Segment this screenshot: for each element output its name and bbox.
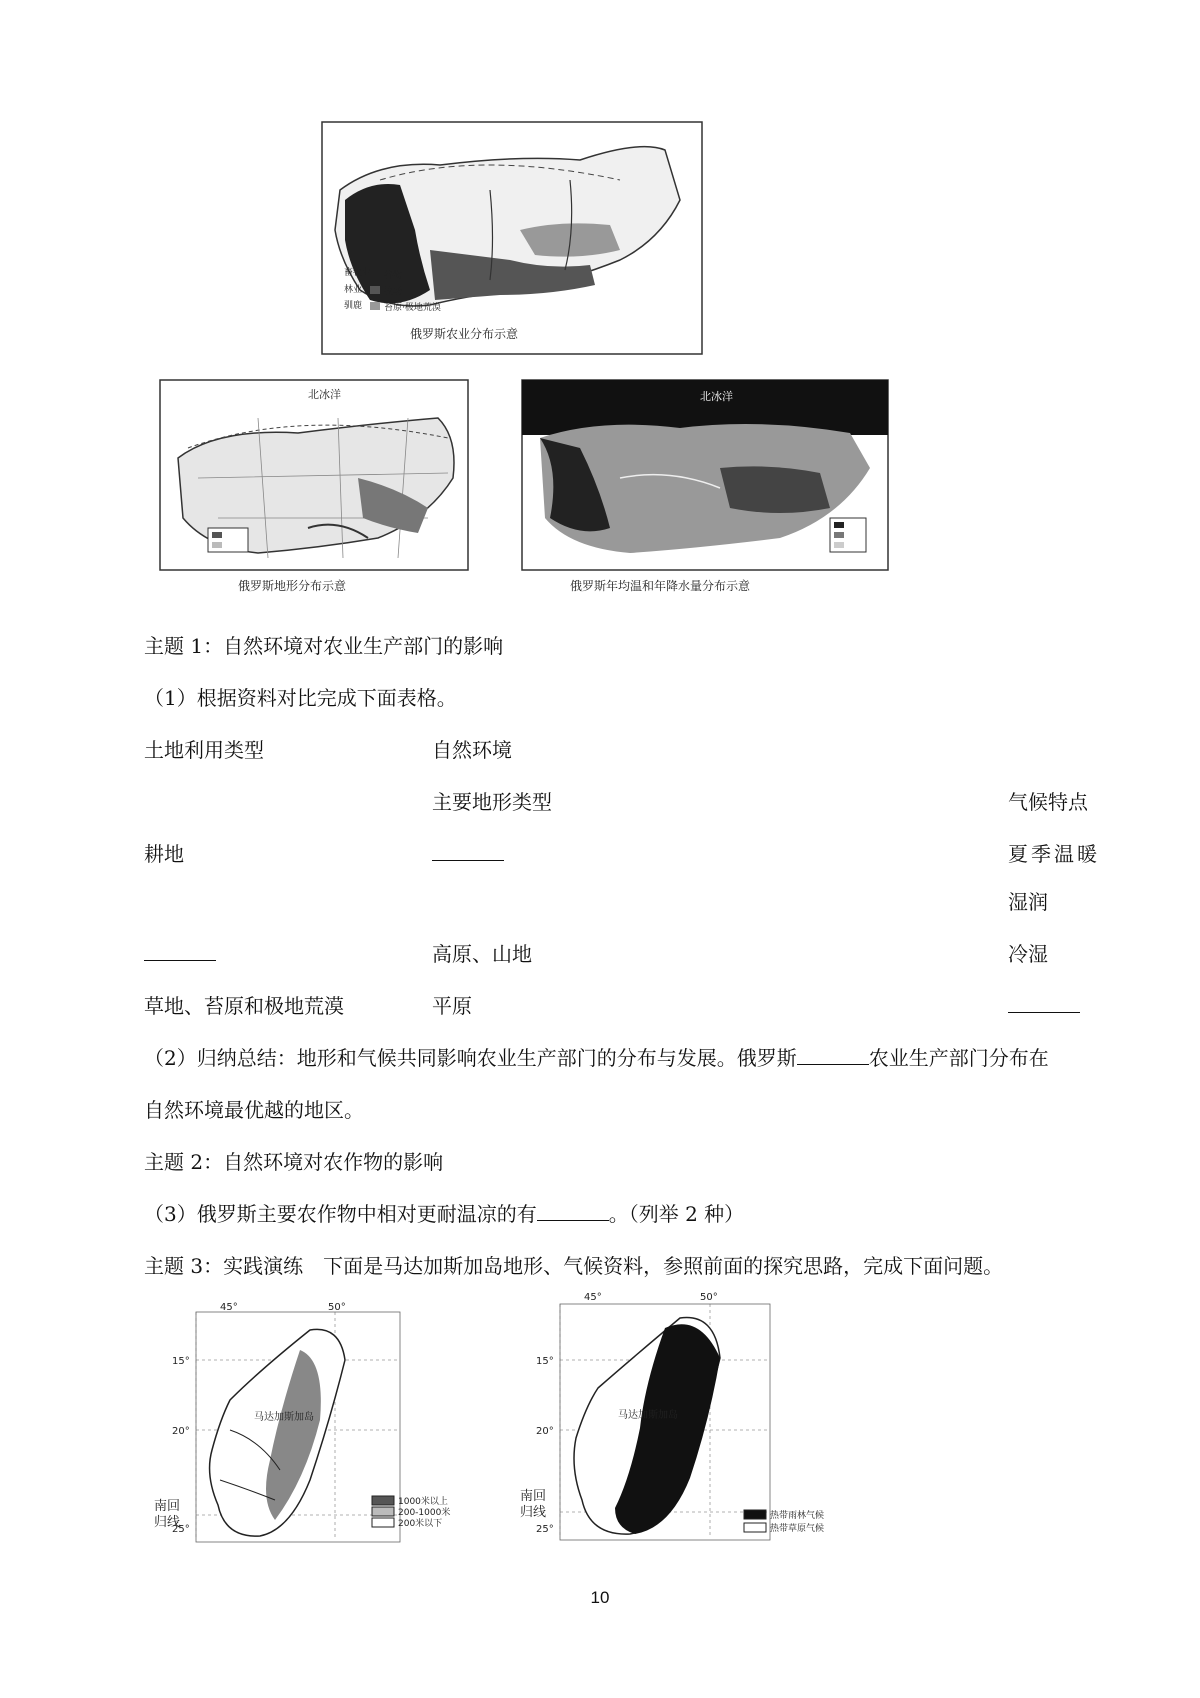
topic-3: 主题 3：实践演练 下面是马达加斯加岛地形、气候资料，参照前面的探究思路，完成下面问题。 — [144, 1254, 1004, 1278]
svg-text:热带草原气候: 热带草原气候 — [770, 1524, 825, 1534]
svg-text:热带雨林气候: 热带雨林气候 — [770, 1511, 825, 1521]
climate-map-label: 北冰洋 — [700, 390, 733, 403]
question-1: （1）根据资料对比完成下面表格。 — [144, 686, 457, 710]
svg-text:25°: 25° — [172, 1524, 190, 1535]
topic-1: 主题 1：自然环境对农业生产部门的影响 — [144, 634, 504, 658]
row1-land-use: 耕地 — [144, 842, 184, 866]
terrain-map-label: 北冰洋 — [308, 388, 341, 401]
svg-text:畜牧业: 畜牧业 — [344, 268, 372, 278]
svg-text:15°: 15° — [172, 1356, 190, 1367]
svg-text:25°: 25° — [536, 1524, 554, 1535]
svg-text:林业: 林业 — [344, 285, 363, 295]
svg-text:牧场: 牧场 — [384, 287, 403, 297]
row2-terrain: 高原、山地 — [432, 942, 532, 966]
question-2-continued: 自然环境最优越的地区。 — [144, 1098, 364, 1122]
svg-text:驯鹿: 驯鹿 — [344, 301, 363, 311]
row1-climate-b: 湿润 — [1008, 890, 1048, 914]
question-3-blank[interactable] — [537, 1200, 609, 1221]
svg-text:苔原·极地荒漠: 苔原·极地荒漠 — [384, 303, 441, 313]
svg-text:50°: 50° — [700, 1292, 718, 1303]
svg-text:马达加斯加岛: 马达加斯加岛 — [254, 1412, 314, 1423]
terrain-map-caption: 俄罗斯地形分布示意 — [238, 579, 347, 593]
svg-text:南回: 南回 — [520, 1489, 547, 1504]
question-3-text-a: （3）俄罗斯主要农作物中相对更耐温凉的有 — [144, 1202, 537, 1226]
row3-climate-blank[interactable] — [1008, 992, 1080, 1020]
svg-text:45°: 45° — [584, 1292, 602, 1303]
svg-text:45°: 45° — [220, 1302, 238, 1313]
row3-terrain: 平原 — [432, 994, 472, 1018]
svg-text:200米以下: 200米以下 — [398, 1519, 443, 1529]
svg-text:南回: 南回 — [154, 1499, 181, 1514]
svg-text:15°: 15° — [536, 1356, 554, 1367]
question-2-blank[interactable] — [797, 1044, 869, 1065]
question-2-text-b: 农业生产部门分布在 — [868, 1046, 1049, 1070]
svg-text:20°: 20° — [536, 1426, 554, 1437]
svg-text:归线: 归线 — [520, 1505, 547, 1520]
table-header-environment: 自然环境 — [432, 738, 512, 762]
svg-text:谷物: 谷物 — [384, 271, 403, 281]
question-2 — [144, 1044, 1049, 1072]
page-number: 10 — [590, 1588, 610, 1607]
table-header-climate: 气候特点 — [1008, 790, 1088, 814]
madagascar-climate-legend — [744, 1509, 824, 1534]
svg-text:1000米以上: 1000米以上 — [398, 1497, 448, 1507]
russia-terrain-map — [158, 378, 478, 608]
row3-land-use: 草地、苔原和极地荒漠 — [144, 994, 344, 1018]
topic-2: 主题 2：自然环境对农作物的影响 — [144, 1150, 444, 1174]
madagascar-climate-map — [520, 1288, 850, 1560]
madagascar-terrain-legend — [372, 1495, 450, 1529]
table-header-land-use: 土地利用类型 — [144, 738, 264, 762]
row1-climate-a: 夏季温暖 — [1008, 842, 1100, 866]
svg-text:马达加斯加岛: 马达加斯加岛 — [618, 1410, 678, 1421]
russia-agriculture-map — [320, 120, 720, 380]
question-2-text-a: （2）归纳总结：地形和气候共同影响农业生产部门的分布与发展。俄罗斯 — [144, 1046, 797, 1070]
row2-climate: 冷湿 — [1008, 942, 1048, 966]
question-3-text-b: 。（列举 2 种） — [608, 1202, 745, 1226]
svg-text:50°: 50° — [328, 1302, 346, 1313]
madagascar-terrain-map — [150, 1300, 480, 1560]
svg-text:归线: 归线 — [154, 1515, 181, 1530]
row1-terrain-blank[interactable] — [432, 840, 504, 868]
svg-text:200-1000米: 200-1000米 — [398, 1508, 451, 1518]
table-header-terrain: 主要地形类型 — [432, 790, 552, 814]
agri-map-caption: 俄罗斯农业分布示意 — [410, 327, 519, 341]
row2-land-use-blank[interactable] — [144, 940, 216, 968]
climate-map-caption: 俄罗斯年均温和年降水量分布示意 — [570, 579, 751, 593]
svg-text:20°: 20° — [172, 1426, 190, 1437]
russia-climate-map — [520, 378, 900, 608]
question-3 — [144, 1200, 744, 1228]
